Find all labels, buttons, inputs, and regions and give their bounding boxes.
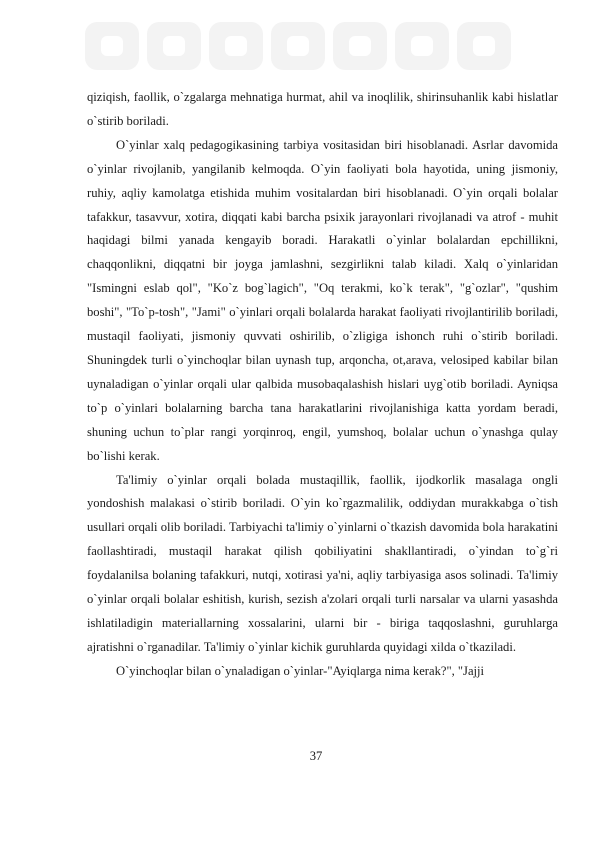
paragraph-3: Ta'limiy o`yinlar orqali bolada mustaqillik, faollik, ijodkorlik masalaga ongli yondoshish malakasi o`stirib boriladi. O`yin ko`rgazmalilik, oddiydan murakkabga o`tish usullari orqali olib boriladi. Tarbiyachi ta'limiy o`yinlarni o`tkazish davomida bola harakatini faollashtiradi, mustaqil harakat qilish qobiliyatini shakllantiradi, o`yindan to`g`ri foydalanilsa bolaning tafakkuri, nutqi, xotirasi ya'ni, aqliy tarbiyasiga asos solinadi. Ta'limiy o`yinlar orqali bolalar eshitish, kurish, sezish a'zolari orqali turli narsalar va ularni yasashda ishlatiladigin materiallarning xossalarini, ularni bir - biriga taqqoslashni, guruhlarga ajratishni o`rganadilar. Ta'limiy o`yinlar kichik guruhlarda quyidagi xilda o`tkaziladi.: [87, 472, 558, 654]
paragraph-1: qiziqish, faollik, o`zgalarga mehnatiga hurmat, ahil va inoqlilik, shirinsuhanlik kabi hislatlar o`stirib boriladi.: [87, 90, 558, 128]
paragraph-4: O`yinchoqlar bilan o`ynaladigan o`yinlar-"Ayiqlarga nima kerak?", "Jajji: [116, 663, 485, 678]
paragraph-2: O`yinlar xalq pedagogikasining tarbiya vositasidan biri hisoblanadi. Asrlar davomida o`yinlar rivojlanib, yangilanib kelmoqda. O`yin faoliyati bola hayotida, uning jismoniy, ruhiy, aqliy kamolatga etishida muhim vositalardan biri hisoblanadi. O`yin orqali bolalar tafakkur, tasavvur, xotira, diqqati kabi barcha psixik jarayonlari rivojlanadi va atrof - muhit haqidagi bilmi yanada kengayib boradi. Harakatli o`yinlar bolalardan epchillikni, chaqqonlikni, diqqatni bir joyga jamlashni, sezgirlikni talab kiladi. Xalq o`yinlaridan "Ismingni eslab qol", "Ko`z bog`lagich", "Oq terakmi, ko`k terak", "g`ozlar", "qushim boshi", "To`p-tosh", "Jami" o`yinlari orqali bolalarda harakat faoliyati rivojlantirilib boriladi, mustaqil faoliyati, jismoniy quvvati oshirilib, o`zligiga ishonch ruhi o`stirib boriladi. Shuningdek turli o`yinchoqlar bilan uynash tup, arqoncha, ot,arava, velosiped kabilar bilan uynaladigan o`yinlar orqali ular qalbida musobaqalashish hislari uyg`otib boriladi. Ayniqsa to`p o`yinlari bolalarning barcha tana harakatlarini rivojlanishiga katta yordam beradi, shuning uchun to`plar rangi yorqinroq, engil, yumshoq, bolalar uchun o`ynashga qulay bo`lishi kerak.: [87, 137, 558, 463]
document-body: [87, 86, 558, 684]
page-number: 37: [309, 749, 323, 763]
watermark-logo: [85, 18, 515, 74]
